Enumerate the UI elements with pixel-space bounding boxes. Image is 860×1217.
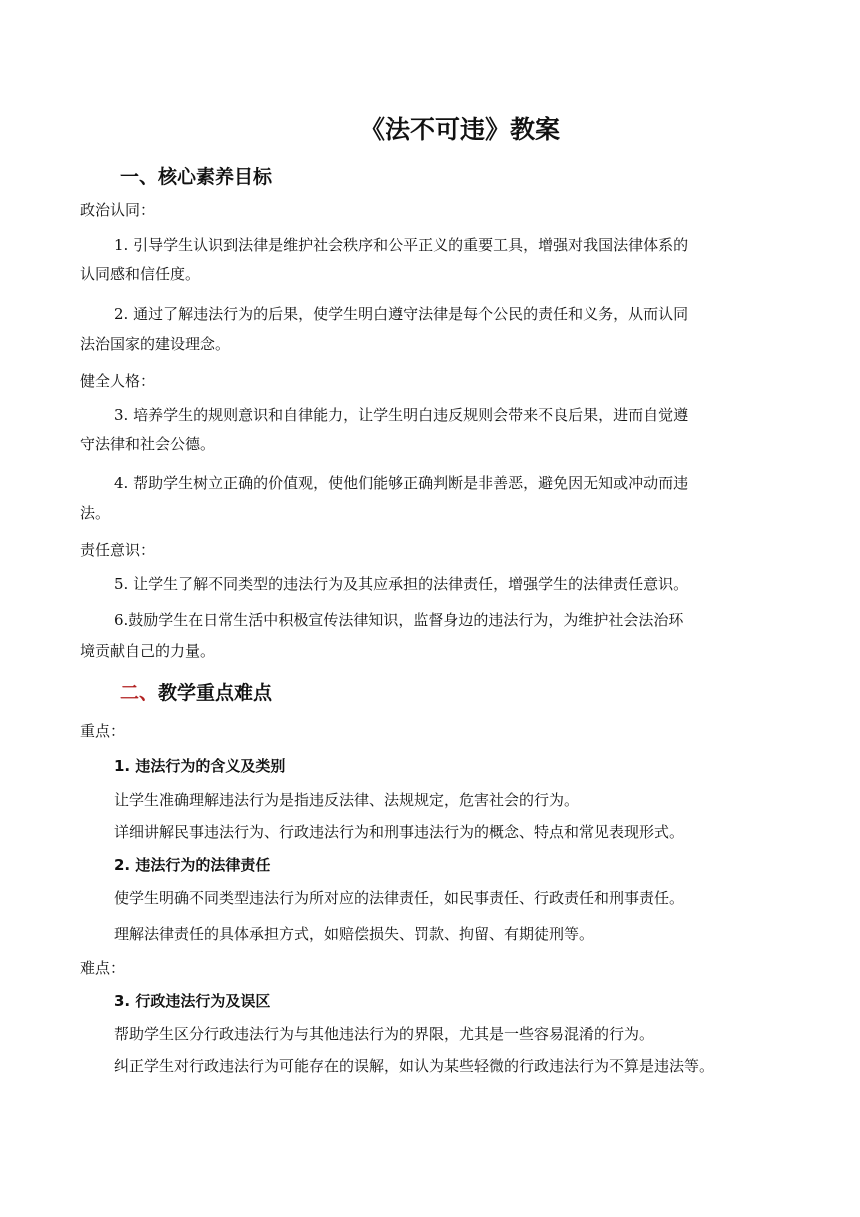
section-heading-key-points bbox=[120, 678, 272, 705]
section-number: 一、 bbox=[120, 166, 159, 188]
key-point-2-desc-b: 理解法律责任的具体承担方式，如赔偿损失、罚款、拘留、有期徒刑等。 bbox=[114, 925, 595, 943]
label-sound-personality: 健全人格： bbox=[80, 372, 156, 390]
key-point-1-title: 1. 违法行为的含义及类别 bbox=[114, 757, 286, 775]
label-responsibility: 责任意识： bbox=[80, 541, 156, 559]
objective-3-line-1: 3. 培养学生的规则意识和自律能力，让学生明白违反规则会带来不良后果，进而自觉遵 bbox=[114, 406, 689, 424]
objective-3-line-2: 守法律和社会公德。 bbox=[80, 435, 216, 453]
objective-4-line-1: 4. 帮助学生树立正确的价值观，使他们能够正确判断是非善恶，避免因无知或冲动而违 bbox=[114, 474, 689, 492]
difficult-point-3-desc-a: 帮助学生区分行政违法行为与其他违法行为的界限，尤其是一些容易混淆的行为。 bbox=[114, 1025, 655, 1043]
difficult-point-3-desc-b: 纠正学生对行政违法行为可能存在的误解，如认为某些轻微的行政违法行为不算是违法等。 bbox=[114, 1057, 715, 1075]
objective-6-line-1: 6.鼓励学生在日常生活中积极宣传法律知识，监督身边的违法行为，为维护社会法治环 bbox=[114, 611, 684, 629]
section-heading-goals bbox=[120, 162, 272, 189]
document-title: 《法不可违》教案 bbox=[359, 115, 560, 144]
objective-4-line-2: 法。 bbox=[80, 504, 111, 522]
section-title: 核心素养目标 bbox=[158, 166, 273, 188]
key-point-1-desc-b: 详细讲解民事违法行为、行政违法行为和刑事违法行为的概念、特点和常见表现形式。 bbox=[114, 823, 685, 841]
objective-5: 5. 让学生了解不同类型的违法行为及其应承担的法律责任，增强学生的法律责任意识。 bbox=[114, 575, 689, 593]
label-difficult-points: 难点： bbox=[80, 959, 126, 977]
key-point-1-desc-a: 让学生准确理解违法行为是指违反法律、法规规定，危害社会的行为。 bbox=[114, 791, 580, 809]
key-point-2-title: 2. 违法行为的法律责任 bbox=[114, 856, 271, 874]
difficult-point-3-title: 3. 行政违法行为及误区 bbox=[114, 992, 271, 1010]
objective-1-line-1: 1. 引导学生认识到法律是维护社会秩序和公平正义的重要工具，增强对我国法律体系的 bbox=[114, 236, 689, 254]
objective-1-line-2: 认同感和信任度。 bbox=[80, 265, 201, 283]
label-key-points: 重点： bbox=[80, 722, 126, 740]
label-political-identity: 政治认同： bbox=[80, 201, 156, 219]
objective-2-line-2: 法治国家的建设理念。 bbox=[80, 335, 231, 353]
section-number: 二、 bbox=[120, 682, 159, 704]
objective-6-line-2: 境贡献自己的力量。 bbox=[80, 642, 216, 660]
objective-2-line-1: 2. 通过了解违法行为的后果，使学生明白遵守法律是每个公民的责任和义务，从而认同 bbox=[114, 305, 689, 323]
key-point-2-desc-a: 使学生明确不同类型违法行为所对应的法律责任，如民事责任、行政责任和刑事责任。 bbox=[114, 889, 685, 907]
section-title: 教学重点难点 bbox=[158, 682, 273, 704]
